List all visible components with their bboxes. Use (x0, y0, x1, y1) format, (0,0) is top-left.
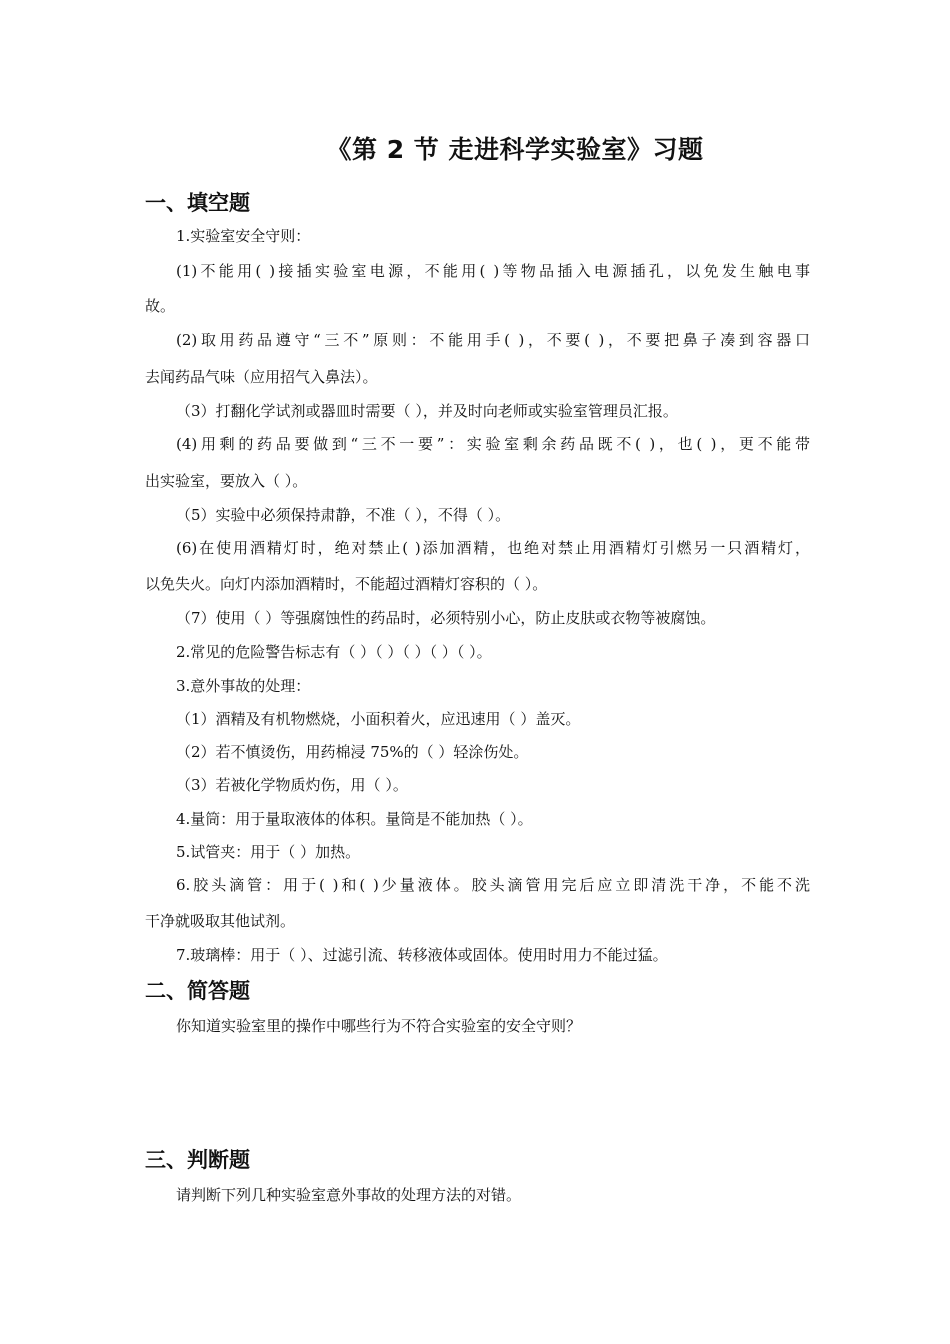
question-line: （3）打翻化学试剂或器皿时需要（ ），并及时向老师或实验室管理员汇报。 (176, 402, 678, 420)
question-line: 2.常见的危险警告标志有（ ）（ ）（ ）（ ）（ ）。 (176, 643, 492, 661)
question-line: 你知道实验室里的操作中哪些行为不符合实验室的安全守则？ (176, 1017, 582, 1035)
section-heading-short-answer: 二、简答题 (145, 979, 250, 1003)
question-line: （5）实验中必须保持肃静，不准（ ），不得（ ）。 (176, 506, 511, 524)
question-line: 干净就吸取其他试剂。 (145, 912, 296, 930)
question-line: 6.胶头滴管：用于( )和( )少量液体。胶头滴管用完后应立即清洗干净，不能不洗 (176, 876, 810, 894)
question-line: （7）使用（ ）等强腐蚀性的药品时，必须特别小心，防止皮肤或衣物等被腐蚀。 (176, 609, 716, 627)
question-line: 1.实验室安全守则： (176, 227, 311, 245)
question-line: 3.意外事故的处理： (176, 677, 311, 695)
page-title: 《第 2 节 走进科学实验室》习题 (326, 135, 704, 164)
question-line: 以免失火。向灯内添加酒精时，不能超过酒精灯容积的（ ）。 (145, 575, 548, 593)
section-heading-fill-blank: 一、填空题 (145, 191, 250, 215)
section-heading-true-false: 三、判断题 (145, 1148, 250, 1172)
question-line: (6)在使用酒精灯时，绝对禁止( )添加酒精，也绝对禁止用酒精灯引燃另一只酒精灯， (176, 539, 810, 557)
question-line: 去闻药品气味（应用招气入鼻法）。 (145, 368, 378, 386)
question-line: (2)取用药品遵守“三不”原则：不能用手( )，不要( )，不要把鼻子凑到容器口 (176, 331, 810, 349)
question-line: （1）酒精及有机物燃烧，小面积着火，应迅速用（ ）盖灭。 (176, 710, 581, 728)
question-line: 故。 (145, 297, 176, 315)
question-line: 出实验室，要放入（ ）。 (145, 472, 308, 490)
question-line: 请判断下列几种实验室意外事故的处理方法的对错。 (176, 1186, 522, 1204)
question-line: 7.玻璃棒：用于（ ）、过滤引流、转移液体或固体。使用时用力不能过猛。 (176, 946, 668, 964)
question-line: (4)用剩的药品要做到“三不一要”：实验室剩余药品既不( )，也( )，更不能带 (176, 435, 810, 453)
question-line: （3）若被化学物质灼伤，用（ ）。 (176, 776, 408, 794)
question-line: 5.试管夹：用于（ ）加热。 (176, 843, 361, 861)
question-line: 4.量筒：用于量取液体的体积。量筒是不能加热（ ）。 (176, 810, 533, 828)
question-line: (1)不能用( )接插实验室电源，不能用( )等物品插入电源插孔，以免发生触电事 (176, 262, 810, 280)
question-line: （2）若不慎烫伤，用药棉浸 75%的（ ）轻涂伤处。 (176, 743, 529, 761)
